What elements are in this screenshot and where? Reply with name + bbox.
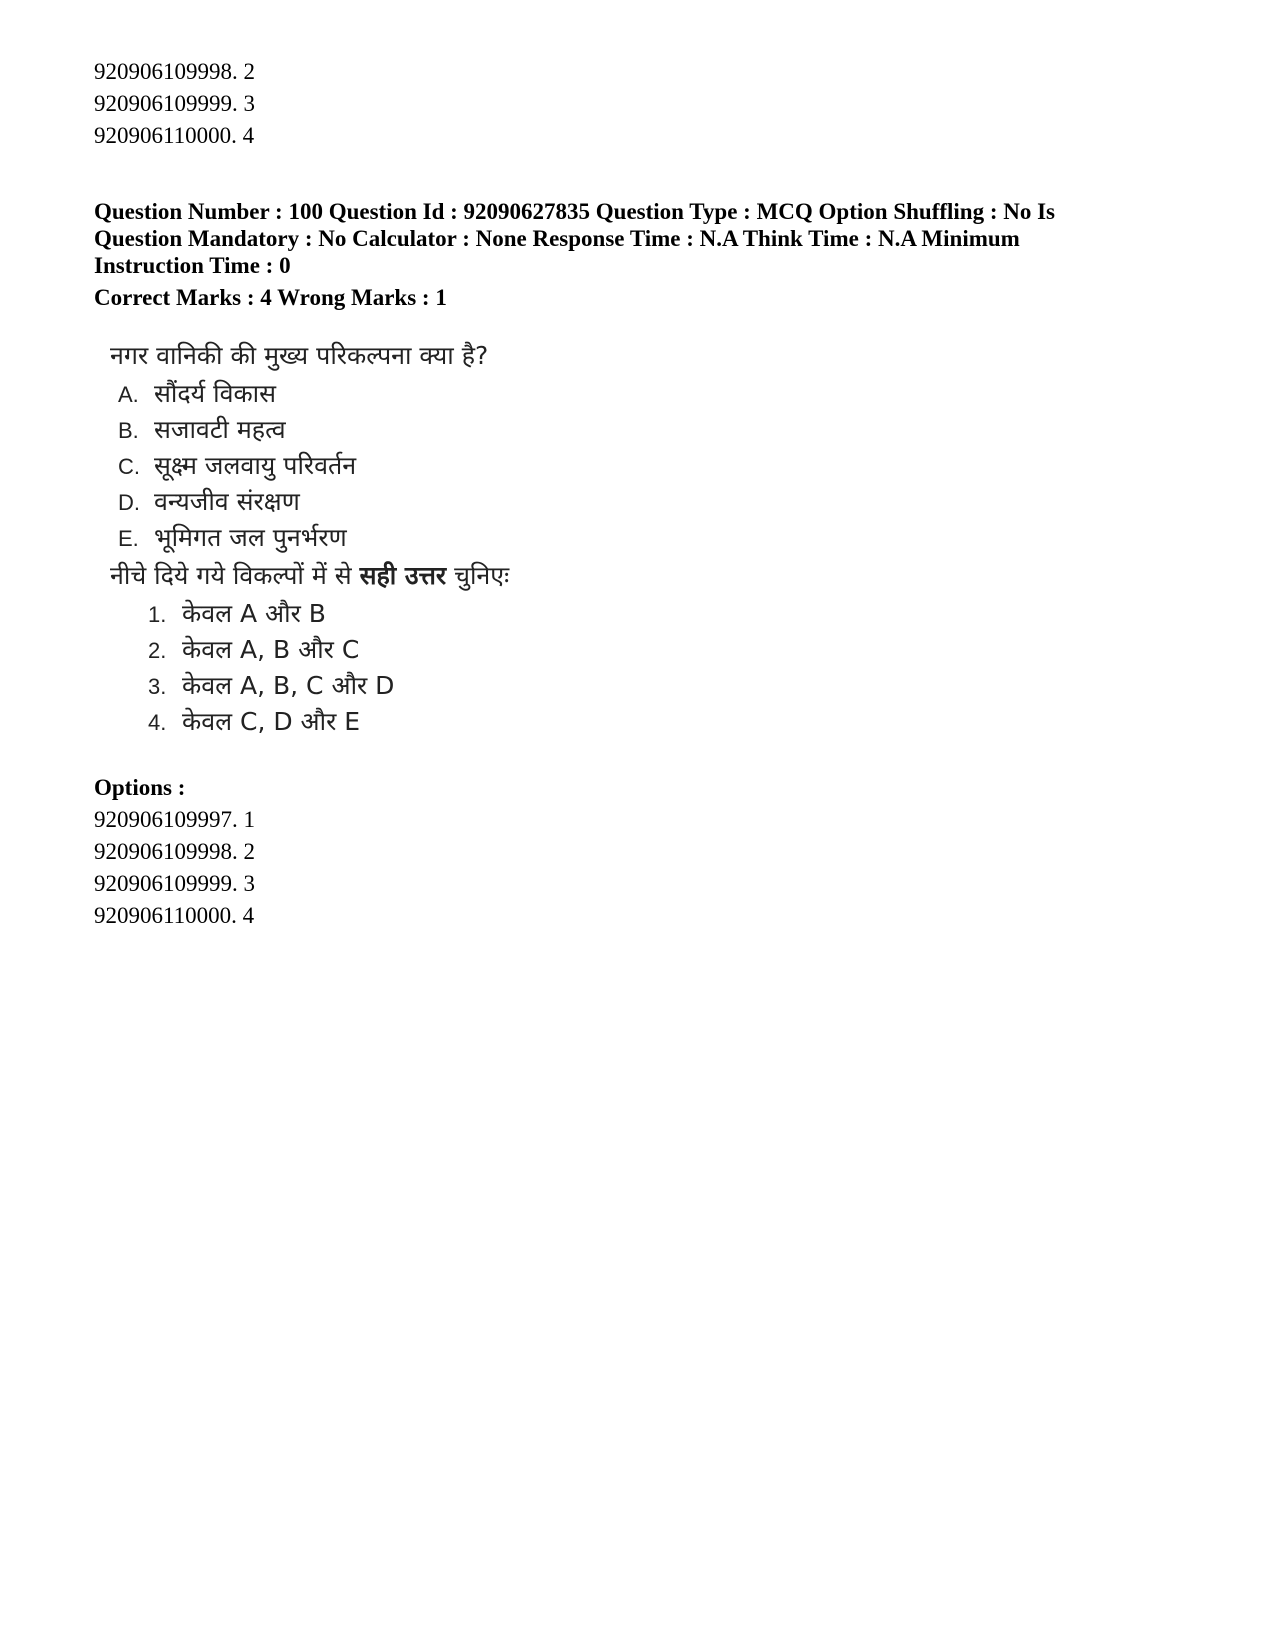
statement-item	[118, 376, 276, 413]
choice-text: केवल A, B, C और D	[182, 671, 395, 700]
choice-number: 4.	[148, 710, 167, 735]
statement-text: सौंदर्य विकास	[154, 379, 277, 408]
choice-number: 2.	[148, 638, 167, 663]
prev-option-line: 920906109999. 3	[94, 91, 255, 116]
statement-letter: B.	[118, 418, 139, 443]
option-line: 920906109997. 1	[94, 807, 255, 832]
option-line: 920906110000. 4	[94, 903, 255, 928]
choice-item	[148, 668, 394, 705]
choice-number: 1.	[148, 602, 167, 627]
choice-text: केवल A, B और C	[182, 635, 360, 664]
statement-text: सूक्ष्म जलवायु परिवर्तन	[154, 451, 357, 480]
prev-option-line: 920906109998. 2	[94, 59, 255, 84]
choice-text: केवल C, D और E	[182, 707, 361, 736]
choice-item	[148, 596, 326, 633]
statement-item	[118, 484, 300, 521]
option-line: 920906109998. 2	[94, 839, 255, 864]
instruction-bold: सही उत्तर	[359, 561, 447, 590]
statement-item	[118, 520, 347, 557]
instruction-line	[110, 558, 509, 594]
marks-line: Correct Marks : 4 Wrong Marks : 1	[94, 285, 447, 310]
instruction-prefix: नीचे दिये गये विकल्पों में से	[110, 561, 360, 590]
statement-text: भूमिगत जल पुनर्भरण	[154, 523, 347, 552]
statement-letter: D.	[118, 490, 140, 515]
statement-letter: C.	[118, 454, 140, 479]
instruction-suffix: चुनिएः	[446, 561, 510, 590]
question-meta: Question Number : 100 Question Id : 92090627835 Question Type : MCQ Option Shuffling : No Is Question Mandatory : No Calculator : None Response Time : N.A Think Time : N.A Minimum Instruction Time : 0	[94, 199, 1056, 278]
choice-number: 3.	[148, 674, 167, 699]
option-line: 920906109999. 3	[94, 871, 255, 896]
choice-text: केवल A और B	[182, 599, 326, 628]
prev-option-line: 920906110000. 4	[94, 123, 255, 148]
statement-item	[118, 448, 356, 485]
choice-item	[148, 704, 360, 741]
options-heading: Options :	[94, 775, 186, 800]
statement-text: सजावटी महत्व	[154, 415, 286, 444]
statement-letter: E.	[118, 526, 139, 551]
statement-item	[118, 412, 286, 449]
statement-letter: A.	[118, 382, 139, 407]
statement-text: वन्यजीव संरक्षण	[154, 487, 300, 516]
question-stem: नगर वानिकी की मुख्य परिकल्पना क्या है?	[110, 341, 489, 370]
choice-item	[148, 632, 359, 669]
